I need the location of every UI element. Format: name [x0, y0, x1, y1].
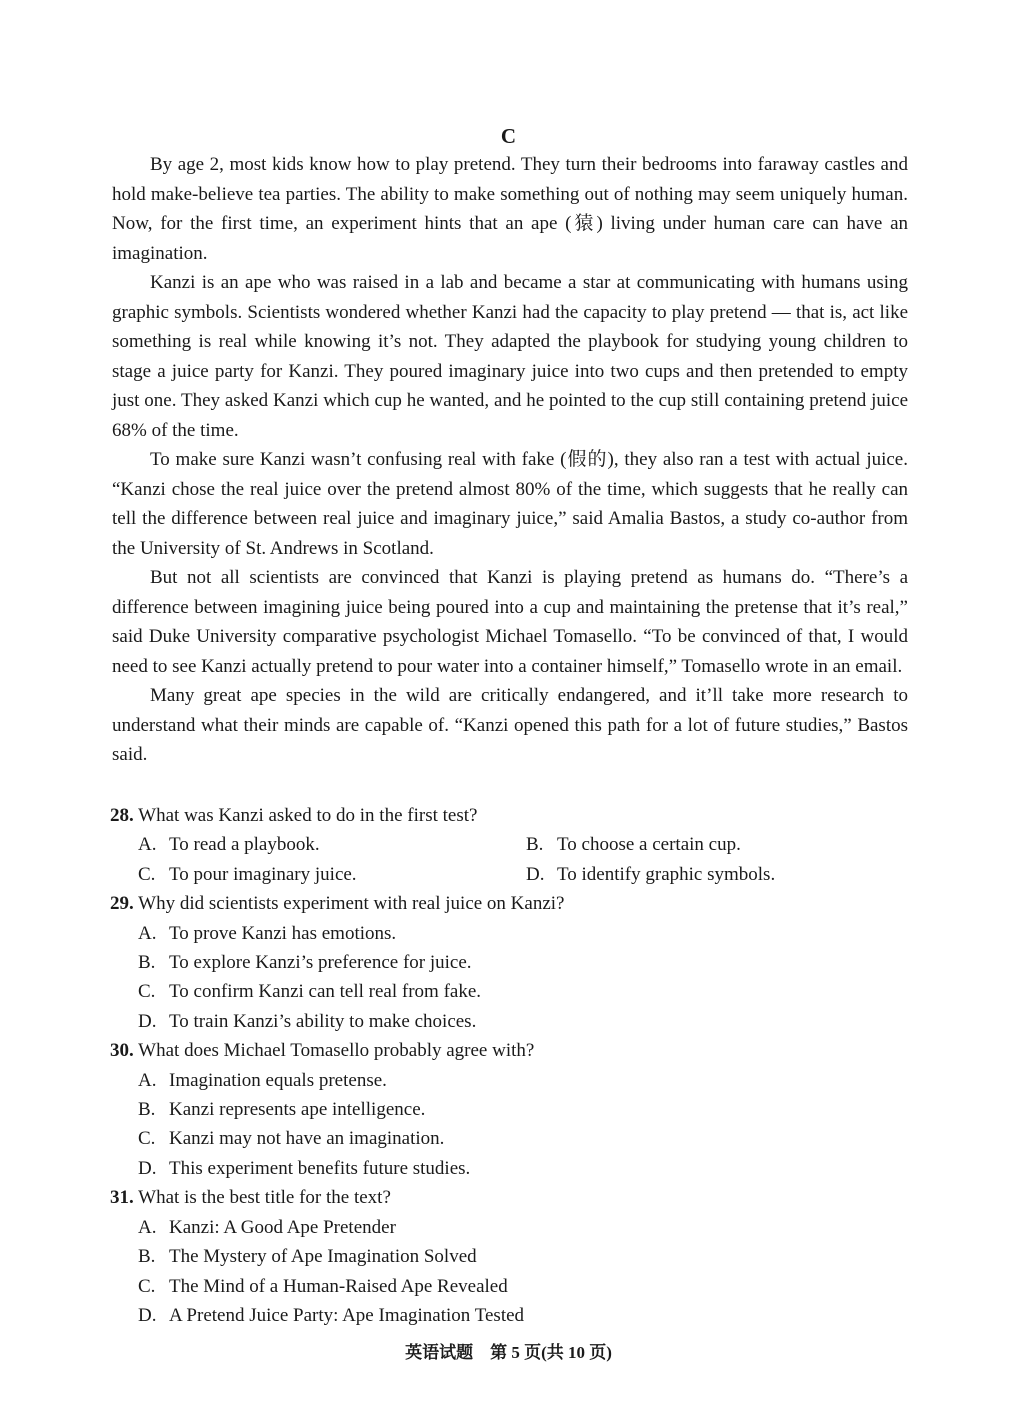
- option-text: A Pretend Juice Party: Ape Imagination Tested: [169, 1304, 525, 1326]
- passage-paragraph: But not all scientists are convinced that Kanzi is playing pretend as humans do. “There’s a difference between imagining juice being poured into a cup and maintaining the pretense that it’s real,” said Duke University comparative psychologist Michael Tomasello. “To be convinced of that, I would need to see Kanzi actually pretend to pour water into a container himself,” Tomasello wrote in an email.: [112, 567, 908, 677]
- option-letter: C.: [138, 1128, 156, 1150]
- option-list: [110, 1213, 910, 1331]
- question-stem: [110, 801, 910, 830]
- question-text: What is the best title for the text?: [138, 1187, 391, 1209]
- option-letter: A.: [138, 1216, 157, 1238]
- option-letter: B.: [526, 834, 544, 856]
- option-b: [138, 1242, 910, 1271]
- option-b: [526, 830, 906, 859]
- option-letter: A.: [138, 922, 157, 944]
- reading-passage: [112, 150, 908, 770]
- option-d: [138, 1007, 910, 1036]
- option-c: [138, 1272, 910, 1301]
- option-text: To explore Kanzi’s preference for juice.: [169, 952, 472, 974]
- option-text: To choose a certain cup.: [557, 834, 741, 856]
- option-list: [110, 830, 910, 889]
- option-text: To read a playbook.: [169, 834, 320, 856]
- option-letter: B.: [138, 1099, 156, 1121]
- passage-paragraph: To make sure Kanzi wasn’t confusing real with fake (假的), they also ran a test with actual juice. “Kanzi chose the real juice over the pretend almost 80% of the time, which suggests that he really can tell the difference between real juice and imaginary juice,” said Amalia Bastos, a study co-author from the University of St. Andrews in Scotland.: [112, 449, 908, 559]
- option-list: [110, 919, 910, 1037]
- question-31: [110, 1183, 910, 1330]
- option-a: [138, 919, 910, 948]
- option-c: [138, 977, 910, 1006]
- option-letter: C.: [138, 1275, 156, 1297]
- option-b: [138, 1095, 910, 1124]
- question-list: [110, 801, 910, 1330]
- option-text: The Mystery of Ape Imagination Solved: [169, 1246, 477, 1268]
- option-c: [138, 860, 526, 889]
- option-text: To identify graphic symbols.: [557, 863, 776, 885]
- option-c: [138, 1124, 910, 1153]
- option-a: [138, 830, 526, 859]
- option-text: To train Kanzi’s ability to make choices.: [169, 1010, 477, 1032]
- question-28: [110, 801, 910, 889]
- passage-paragraph: Kanzi is an ape who was raised in a lab and became a star at communicating with humans using graphic symbols. Scientists wondered whether Kanzi had the capacity to play pretend — that is, act like something is real while knowing it’s not. They adapted the playbook for studying young children to stage a juice party for Kanzi. They poured imaginary juice into two cups and then pretended to empty just one. They asked Kanzi which cup he wanted, and he pointed to the cup still containing pretend juice 68% of the time.: [112, 272, 908, 441]
- section-heading: C: [500, 124, 517, 148]
- question-number: 28.: [110, 805, 134, 826]
- option-text: This experiment benefits future studies.: [169, 1157, 471, 1179]
- option-d: [138, 1301, 910, 1330]
- option-letter: A.: [138, 834, 157, 856]
- question-text: What does Michael Tomasello probably agree with?: [138, 1040, 535, 1062]
- option-list: [110, 1066, 910, 1184]
- question-stem: [110, 1036, 910, 1065]
- option-letter: C.: [138, 863, 156, 885]
- option-text: Kanzi represents ape intelligence.: [169, 1099, 426, 1121]
- option-text: The Mind of a Human-Raised Ape Revealed: [169, 1275, 508, 1297]
- option-letter: D.: [526, 863, 545, 885]
- passage-paragraph: Many great ape species in the wild are critically endangered, and it’ll take more research to understand what their minds are capable of. “Kanzi opened this path for a lot of future studies,” Bastos said.: [112, 685, 908, 765]
- question-text: What was Kanzi asked to do in the first test?: [138, 805, 478, 826]
- option-d: [138, 1154, 910, 1183]
- question-number: 30.: [110, 1040, 134, 1062]
- question-stem: [110, 889, 910, 918]
- question-number: 31.: [110, 1187, 134, 1209]
- option-letter: A.: [138, 1069, 157, 1091]
- option-letter: D.: [138, 1010, 157, 1032]
- option-text: To prove Kanzi has emotions.: [169, 922, 397, 944]
- option-text: Kanzi may not have an imagination.: [169, 1128, 445, 1150]
- question-29: [110, 889, 910, 1036]
- question-30: [110, 1036, 910, 1183]
- question-stem: [110, 1183, 910, 1212]
- passage-paragraph: By age 2, most kids know how to play pretend. They turn their bedrooms into faraway castles and hold make-believe tea parties. The ability to make something out of nothing may seem uniquely human. Now, for the first time, an experiment hints that an ape (猿) living under human care can have an imagination.: [112, 154, 908, 264]
- option-letter: C.: [138, 981, 156, 1003]
- question-text: Why did scientists experiment with real juice on Kanzi?: [138, 893, 565, 915]
- option-letter: B.: [138, 1246, 156, 1268]
- page-footer: 英语试题 第 5 页(共 10 页): [405, 1343, 612, 1362]
- option-letter: B.: [138, 952, 156, 974]
- question-number: 29.: [110, 893, 134, 915]
- option-text: To pour imaginary juice.: [169, 863, 357, 885]
- option-letter: D.: [138, 1304, 157, 1326]
- option-d: [526, 860, 906, 889]
- option-letter: D.: [138, 1157, 157, 1179]
- option-a: [138, 1066, 910, 1095]
- option-a: [138, 1213, 910, 1242]
- option-text: Kanzi: A Good Ape Pretender: [169, 1216, 396, 1238]
- option-b: [138, 948, 910, 977]
- option-text: Imagination equals pretense.: [169, 1069, 387, 1091]
- option-text: To confirm Kanzi can tell real from fake.: [169, 981, 482, 1003]
